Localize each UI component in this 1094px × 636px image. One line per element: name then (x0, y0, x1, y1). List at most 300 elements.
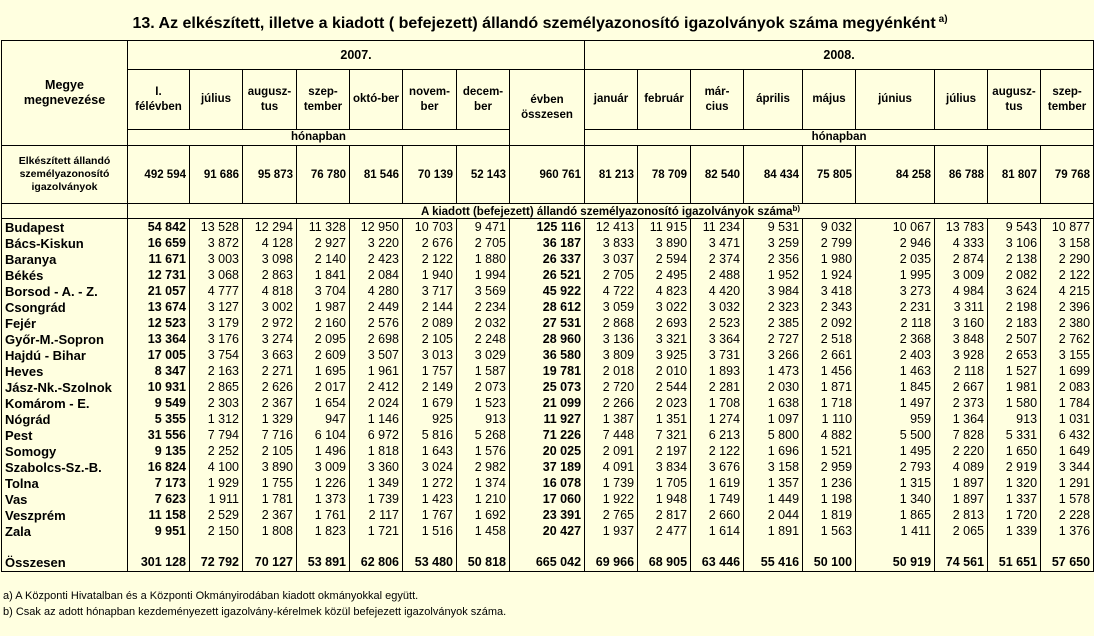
cell-value: 2 231 (856, 299, 935, 315)
cell-value: 3 344 (1041, 459, 1094, 475)
cell-value: 11 927 (510, 411, 585, 427)
cell-value: 11 234 (691, 219, 744, 236)
cell-value: 13 674 (128, 299, 190, 315)
spacer-cell (691, 539, 744, 553)
table-row (2, 347, 1094, 363)
cell-value: 13 783 (935, 219, 988, 236)
cell-value: 3 024 (403, 459, 457, 475)
cell-value: 1 578 (1041, 491, 1094, 507)
table-row (2, 443, 1094, 459)
cell-value: 2 676 (403, 235, 457, 251)
county-name: Heves (2, 363, 128, 379)
spacer-cell (585, 539, 638, 553)
cell-value: 2 065 (935, 523, 988, 539)
cell-value: 3 136 (585, 331, 638, 347)
cell-value: 37 189 (510, 459, 585, 475)
county-name: Tolna (2, 475, 128, 491)
cell-value: 5 816 (403, 427, 457, 443)
months-label-2007: hónapban (128, 130, 510, 146)
table-row (2, 459, 1094, 475)
cell-value: 665 042 (510, 553, 585, 572)
cell-value: 2 198 (988, 299, 1041, 315)
cell-value: 1 871 (803, 379, 856, 395)
cell-value: 26 521 (510, 267, 585, 283)
cell-value: 1 739 (350, 491, 403, 507)
cell-value: 2 082 (988, 267, 1041, 283)
cell-value: 2 982 (457, 459, 510, 475)
cell-value: 2 150 (190, 523, 243, 539)
elkeszitett-value: 81 546 (350, 146, 403, 204)
county-name: Összesen (2, 553, 128, 572)
col-2007-3-header: szep-tember (297, 70, 350, 130)
table-row (2, 507, 1094, 523)
cell-value: 1 449 (744, 491, 803, 507)
table-row (2, 315, 1094, 331)
cell-value: 3 984 (744, 283, 803, 299)
cell-value: 2 380 (1041, 315, 1094, 331)
cell-value: 2 477 (638, 523, 691, 539)
cell-value: 2 946 (856, 235, 935, 251)
cell-value: 4 984 (935, 283, 988, 299)
cell-value: 1 496 (297, 443, 350, 459)
cell-value: 1 340 (856, 491, 935, 507)
spacer-cell (350, 539, 403, 553)
cell-value: 1 995 (856, 267, 935, 283)
cell-value: 2 197 (638, 443, 691, 459)
cell-value: 12 950 (350, 219, 403, 236)
cell-value: 1 880 (457, 251, 510, 267)
cell-value: 2 117 (350, 507, 403, 523)
cell-value: 63 446 (691, 553, 744, 572)
cell-value: 3 274 (243, 331, 297, 347)
table-row (2, 475, 1094, 491)
cell-value: 3 848 (935, 331, 988, 347)
cell-value: 17 060 (510, 491, 585, 507)
cell-value: 2 863 (243, 267, 297, 283)
cell-value: 2 281 (691, 379, 744, 395)
cell-value: 2 813 (935, 507, 988, 523)
cell-value: 1 911 (190, 491, 243, 507)
cell-value: 1 236 (803, 475, 856, 491)
cell-value: 2 529 (190, 507, 243, 523)
cell-value: 3 890 (638, 235, 691, 251)
cell-value: 1 614 (691, 523, 744, 539)
cell-value: 6 432 (1041, 427, 1094, 443)
cell-value: 1 374 (457, 475, 510, 491)
cell-value: 2 626 (243, 379, 297, 395)
cell-value: 1 720 (988, 507, 1041, 523)
cell-value: 1 823 (297, 523, 350, 539)
subheader-footnote-mark: b) (792, 204, 801, 213)
cell-value: 3 925 (638, 347, 691, 363)
elkeszitett-value: 95 873 (243, 146, 297, 204)
elkeszitett-value: 81 807 (988, 146, 1041, 204)
cell-value: 2 149 (403, 379, 457, 395)
cell-value: 2 720 (585, 379, 638, 395)
subheader-left-blank (2, 204, 128, 219)
table-row (2, 219, 1094, 236)
cell-value: 2 373 (935, 395, 988, 411)
cell-value: 1 031 (1041, 411, 1094, 427)
cell-value: 1 749 (691, 491, 744, 507)
cell-value: 1 781 (243, 491, 297, 507)
cell-value: 2 609 (297, 347, 350, 363)
cell-value: 4 777 (190, 283, 243, 299)
cell-value: 9 531 (744, 219, 803, 236)
cell-value: 2 868 (585, 315, 638, 331)
spacer-cell (638, 539, 691, 553)
col-2008-7-header: augusz-tus (988, 70, 1041, 130)
data-table (1, 40, 1094, 572)
elkeszitett-value: 91 686 (190, 146, 243, 204)
cell-value: 2 343 (803, 299, 856, 315)
cell-value: 1 337 (988, 491, 1041, 507)
cell-value: 2 793 (856, 459, 935, 475)
cell-value: 1 226 (297, 475, 350, 491)
cell-value: 125 116 (510, 219, 585, 236)
cell-value: 2 576 (350, 315, 403, 331)
cell-value: 2 228 (1041, 507, 1094, 523)
cell-value: 5 268 (457, 427, 510, 443)
cell-value: 3 266 (744, 347, 803, 363)
cell-value: 12 294 (243, 219, 297, 236)
cell-value: 36 580 (510, 347, 585, 363)
spacer-cell (243, 539, 297, 553)
cell-value: 2 017 (297, 379, 350, 395)
cell-value: 4 420 (691, 283, 744, 299)
cell-value: 1 097 (744, 411, 803, 427)
cell-value: 2 412 (350, 379, 403, 395)
cell-value: 913 (457, 411, 510, 427)
cell-value: 7 623 (128, 491, 190, 507)
cell-value: 16 078 (510, 475, 585, 491)
cell-value: 1 458 (457, 523, 510, 539)
cell-value: 1 841 (297, 267, 350, 283)
cell-value: 2 367 (243, 395, 297, 411)
cell-value: 7 448 (585, 427, 638, 443)
cell-value: 4 333 (935, 235, 988, 251)
cell-value: 2 705 (585, 267, 638, 283)
cell-value: 1 755 (243, 475, 297, 491)
cell-value: 1 891 (744, 523, 803, 539)
county-name: Bács-Kiskun (2, 235, 128, 251)
cell-value: 7 321 (638, 427, 691, 443)
cell-value: 1 718 (803, 395, 856, 411)
cell-value: 1 695 (297, 363, 350, 379)
cell-value: 2 367 (243, 507, 297, 523)
cell-value: 3 127 (190, 299, 243, 315)
cell-value: 2 073 (457, 379, 510, 395)
cell-value: 1 473 (744, 363, 803, 379)
cell-value: 2 799 (803, 235, 856, 251)
months-label-2008: hónapban (585, 130, 1094, 146)
cell-value: 1 521 (803, 443, 856, 459)
cell-value: 3 158 (744, 459, 803, 475)
cell-value: 3 872 (190, 235, 243, 251)
cell-value: 2 396 (1041, 299, 1094, 315)
cell-value: 1 721 (350, 523, 403, 539)
cell-value: 1 708 (691, 395, 744, 411)
subheader (128, 204, 1094, 219)
county-name: Baranya (2, 251, 128, 267)
cell-value: 1 349 (350, 475, 403, 491)
cell-value: 3 013 (403, 347, 457, 363)
cell-value: 2 919 (988, 459, 1041, 475)
cell-value: 3 321 (638, 331, 691, 347)
cell-value: 53 480 (403, 553, 457, 572)
cell-value: 1 893 (691, 363, 744, 379)
elkeszitett-value: 81 213 (585, 146, 638, 204)
cell-value: 1 523 (457, 395, 510, 411)
cell-value: 1 527 (988, 363, 1041, 379)
cell-value: 1 587 (457, 363, 510, 379)
cell-value: 2 118 (856, 315, 935, 331)
spacer-cell (457, 539, 510, 553)
county-name: Békés (2, 267, 128, 283)
cell-value: 3 754 (190, 347, 243, 363)
cell-value: 1 339 (988, 523, 1041, 539)
cell-value: 11 158 (128, 507, 190, 523)
title-footnote-mark: a) (938, 14, 948, 25)
cell-value: 54 842 (128, 219, 190, 236)
cell-value: 2 032 (457, 315, 510, 331)
table-row (2, 331, 1094, 347)
cell-value: 11 328 (297, 219, 350, 236)
cell-value: 3 273 (856, 283, 935, 299)
cell-value: 2 118 (935, 363, 988, 379)
cell-value: 9 471 (457, 219, 510, 236)
elkeszitett-value: 78 709 (638, 146, 691, 204)
cell-value: 4 818 (243, 283, 297, 299)
cell-value: 3 928 (935, 347, 988, 363)
cell-value: 959 (856, 411, 935, 427)
table-row (2, 491, 1094, 507)
col-2008-2-header: már-cius (691, 70, 744, 130)
elkeszitett-value: 70 139 (403, 146, 457, 204)
table-row (2, 411, 1094, 427)
cell-value: 2 368 (856, 331, 935, 347)
cell-value: 3 068 (190, 267, 243, 283)
elkeszitett-value: 86 788 (935, 146, 988, 204)
cell-value: 1 580 (988, 395, 1041, 411)
cell-value: 2 518 (803, 331, 856, 347)
county-name: Zala (2, 523, 128, 539)
cell-value: 1 897 (935, 491, 988, 507)
cell-value: 21 057 (128, 283, 190, 299)
cell-value: 2 248 (457, 331, 510, 347)
cell-value: 7 716 (243, 427, 297, 443)
cell-value: 1 739 (585, 475, 638, 491)
cell-value: 2 374 (691, 251, 744, 267)
cell-value: 3 009 (297, 459, 350, 475)
cell-value: 2 693 (638, 315, 691, 331)
cell-value: 17 005 (128, 347, 190, 363)
cell-value: 1 981 (988, 379, 1041, 395)
cell-value: 50 919 (856, 553, 935, 572)
cell-value: 1 291 (1041, 475, 1094, 491)
cell-value: 1 110 (803, 411, 856, 427)
cell-value: 27 531 (510, 315, 585, 331)
cell-value: 3 098 (243, 251, 297, 267)
cell-value: 2 544 (638, 379, 691, 395)
cell-value: 3 032 (691, 299, 744, 315)
cell-value: 4 100 (190, 459, 243, 475)
cell-value: 3 704 (297, 283, 350, 299)
cell-value: 2 183 (988, 315, 1041, 331)
cell-value: 1 819 (803, 507, 856, 523)
cell-value: 2 653 (988, 347, 1041, 363)
elkeszitett-value: 52 143 (457, 146, 510, 204)
cell-value: 70 127 (243, 553, 297, 572)
cell-value: 2 095 (297, 331, 350, 347)
footnote-a: a) A Központi Hivatalban és a Központi Okmányirodában kiadott okmányokkal együtt. (3, 590, 419, 602)
cell-value: 1 619 (691, 475, 744, 491)
cell-value: 3 471 (691, 235, 744, 251)
county-header: Megye megnevezése (2, 41, 128, 146)
table-row (2, 283, 1094, 299)
cell-value: 4 215 (1041, 283, 1094, 299)
title-text: 13. Az elkészített, illetve a kiadott ( befejezett) állandó személyazonosító igazolványok száma megyénként (132, 15, 936, 32)
cell-value: 9 032 (803, 219, 856, 236)
cell-value: 3 158 (1041, 235, 1094, 251)
table-title (0, 0, 1080, 40)
cell-value: 1 937 (585, 523, 638, 539)
cell-value: 1 784 (1041, 395, 1094, 411)
cell-value: 1 638 (744, 395, 803, 411)
cell-value: 3 059 (585, 299, 638, 315)
cell-value: 1 649 (1041, 443, 1094, 459)
cell-value: 1 767 (403, 507, 457, 523)
cell-value: 3 663 (243, 347, 297, 363)
col-2007-7-header: évben összesen (510, 70, 585, 146)
cell-value: 2 488 (691, 267, 744, 283)
cell-value: 3 259 (744, 235, 803, 251)
cell-value: 1 411 (856, 523, 935, 539)
cell-value: 9 135 (128, 443, 190, 459)
spacer-cell (190, 539, 243, 553)
county-name: Borsod - A. - Z. (2, 283, 128, 299)
elkeszitett-value: 75 805 (803, 146, 856, 204)
table-row (2, 267, 1094, 283)
cell-value: 3 834 (638, 459, 691, 475)
cell-value: 1 456 (803, 363, 856, 379)
cell-value: 1 210 (457, 491, 510, 507)
elkeszitett-value: 82 540 (691, 146, 744, 204)
cell-value: 5 355 (128, 411, 190, 427)
cell-value: 71 226 (510, 427, 585, 443)
col-2008-8-header: szep-tember (1041, 70, 1094, 130)
cell-value: 1 563 (803, 523, 856, 539)
cell-value: 25 073 (510, 379, 585, 395)
cell-value: 2 044 (744, 507, 803, 523)
cell-value: 3 022 (638, 299, 691, 315)
county-name: Vas (2, 491, 128, 507)
cell-value: 3 106 (988, 235, 1041, 251)
cell-value: 2 927 (297, 235, 350, 251)
cell-value: 3 507 (350, 347, 403, 363)
cell-value: 1 705 (638, 475, 691, 491)
cell-value: 4 089 (935, 459, 988, 475)
cell-value: 3 003 (190, 251, 243, 267)
county-name: Budapest (2, 219, 128, 236)
cell-value: 2 023 (638, 395, 691, 411)
cell-value: 1 315 (856, 475, 935, 491)
spacer-cell (988, 539, 1041, 553)
cell-value: 2 091 (585, 443, 638, 459)
cell-value: 36 187 (510, 235, 585, 251)
cell-value: 16 824 (128, 459, 190, 475)
cell-value: 7 828 (935, 427, 988, 443)
cell-value: 10 931 (128, 379, 190, 395)
cell-value: 55 416 (744, 553, 803, 572)
cell-value: 2 122 (1041, 267, 1094, 283)
cell-value: 2 303 (190, 395, 243, 411)
cell-value: 12 731 (128, 267, 190, 283)
county-name: Komárom - E. (2, 395, 128, 411)
cell-value: 6 213 (691, 427, 744, 443)
cell-value: 16 659 (128, 235, 190, 251)
col-2008-4-header: május (803, 70, 856, 130)
cell-value: 2 698 (350, 331, 403, 347)
cell-value: 5 500 (856, 427, 935, 443)
cell-value: 20 025 (510, 443, 585, 459)
col-2007-4-header: októ-ber (350, 70, 403, 130)
table-row (2, 235, 1094, 251)
col-2007-6-header: decem-ber (457, 70, 510, 130)
cell-value: 1 274 (691, 411, 744, 427)
cell-value: 4 091 (585, 459, 638, 475)
cell-value: 3 160 (935, 315, 988, 331)
cell-value: 2 449 (350, 299, 403, 315)
cell-value: 3 311 (935, 299, 988, 315)
county-name: Jász-Nk.-Szolnok (2, 379, 128, 395)
table-row (2, 251, 1094, 267)
cell-value: 2 138 (988, 251, 1041, 267)
cell-value: 913 (988, 411, 1041, 427)
elkeszitett-value: 84 258 (856, 146, 935, 204)
cell-value: 2 661 (803, 347, 856, 363)
cell-value: 2 667 (935, 379, 988, 395)
table-row (2, 363, 1094, 379)
cell-value: 7 173 (128, 475, 190, 491)
footnote-b: b) Csak az adott hónapban kezdeményezett igazolvány-kérelmek közül befejezett igazolványok száma. (3, 606, 507, 618)
cell-value: 4 280 (350, 283, 403, 299)
cell-value: 2 765 (585, 507, 638, 523)
elkeszitett-value: 79 768 (1041, 146, 1094, 204)
cell-value: 2 092 (803, 315, 856, 331)
cell-value: 2 105 (403, 331, 457, 347)
cell-value: 3 009 (935, 267, 988, 283)
cell-value: 1 692 (457, 507, 510, 523)
col-2007-0-header: I. félévben (128, 70, 190, 130)
cell-value: 21 099 (510, 395, 585, 411)
cell-value: 1 818 (350, 443, 403, 459)
cell-value: 28 612 (510, 299, 585, 315)
cell-value: 1 643 (403, 443, 457, 459)
subheader-text: A kiadott (befejezett) állandó személyazonosító igazolványok száma (421, 206, 793, 218)
cell-value: 31 556 (128, 427, 190, 443)
year-2007-header: 2007. (128, 41, 585, 70)
cell-value: 3 002 (243, 299, 297, 315)
cell-value: 4 722 (585, 283, 638, 299)
cell-value: 3 890 (243, 459, 297, 475)
cell-value: 9 951 (128, 523, 190, 539)
cell-value: 3 037 (585, 251, 638, 267)
cell-value: 2 018 (585, 363, 638, 379)
cell-value: 3 364 (691, 331, 744, 347)
cell-value: 2 356 (744, 251, 803, 267)
cell-value: 1 980 (803, 251, 856, 267)
